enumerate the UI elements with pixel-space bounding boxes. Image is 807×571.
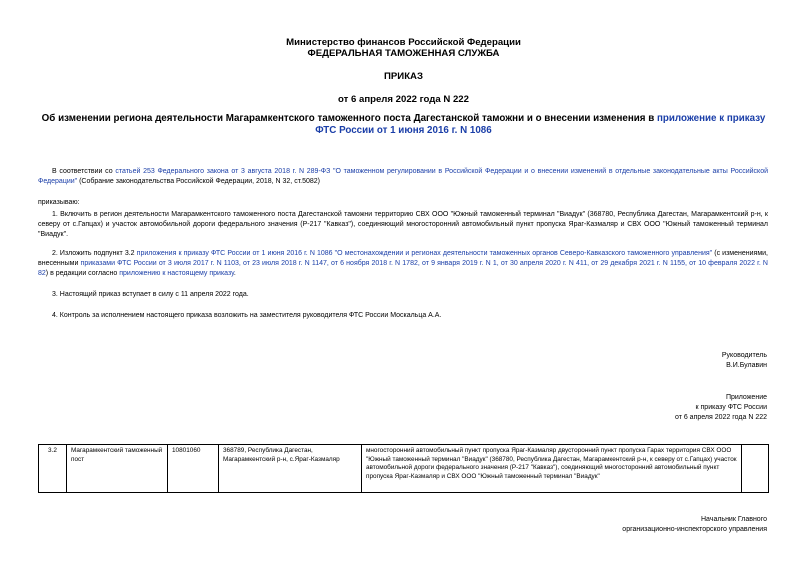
service-name: ФЕДЕРАЛЬНАЯ ТАМОЖЕННАЯ СЛУЖБА (307, 48, 500, 59)
item-2-text-3: ) в редакции согласно (45, 270, 120, 277)
cell-empty (742, 445, 769, 493)
cell-number: 3.2 (39, 445, 67, 493)
footer-line-1: Начальник Главного (701, 516, 767, 523)
item-2 (38, 249, 768, 279)
signature-block (722, 351, 767, 371)
appendix-label (675, 393, 767, 423)
document-date-number: от 6 апреля 2022 года N 222 (338, 94, 469, 105)
appendix-order-link[interactable]: приложения к приказу ФТС России от 1 июня 2016 г. N 1086 "О местонахождении и регионах деятельности таможенных органов Северо-Кавказского таможенного управления" (136, 250, 713, 257)
signatory-role: Руководитель (721, 352, 767, 359)
cell-address: 368789, Республика Дагестан, Магарамкентский р-н, с.Яраг-Казмаляр (219, 445, 362, 493)
order-word: приказываю: (38, 199, 80, 206)
appendix-line-1: Приложение (725, 394, 767, 401)
preamble-text-1: В соответствии со (52, 168, 116, 175)
preamble-text-2: (Собрание законодательства Российской Федерации, 2018, N 32, ст.5082) (77, 178, 320, 185)
table-row (39, 445, 769, 493)
item-4: 4. Контроль за исполнением настоящего приказа возложить на заместителя руководителя ФТС России Москальца А.А. (52, 312, 442, 319)
appendix-line-3: от 6 апреля 2022 года N 222 (674, 414, 767, 421)
title-text: Об изменении региона деятельности Магарамкентского таможенного поста Дагестанской таможни и о внесении изменения в (41, 113, 657, 124)
document-type: ПРИКАЗ (384, 71, 423, 82)
title-link[interactable]: приложение к приказу ФТС России от 1 июня 2016 г. N 1086 (315, 113, 766, 136)
document-header (0, 37, 807, 105)
footer-line-2: организационно-инспекторского управления (622, 526, 767, 533)
appendix-line-2: к приказу ФТС России (695, 404, 767, 411)
cell-post-name: Магарамкентский таможенный пост (67, 445, 168, 493)
footer-signature (622, 515, 767, 535)
item-3: 3. Настоящий приказ вступает в силу с 11 апреля 2022 года. (52, 291, 249, 298)
item-2-text-4: . (233, 270, 236, 277)
law-link[interactable]: статьей 253 Федерального закона от 3 августа 2018 г. N 289-ФЗ "О таможенном регулировании в Российской Федерации и о внесении изменений в отдельные законодательные акты Российской Федерации" (38, 168, 768, 185)
ministry-name: Министерство финансов Российской Федерации (286, 37, 521, 48)
cell-code: 10801060 (168, 445, 219, 493)
item-2-text-1: 2. Изложить подпункт 3.2 (52, 250, 137, 257)
appendix-table (38, 444, 769, 493)
item-2-text-2: (с изменениями, внесенными (38, 250, 768, 267)
document-title (30, 113, 777, 137)
preamble (38, 167, 768, 187)
item-1: 1. Включить в регион деятельности Магарамкентского таможенного поста Дагестанской таможни территорию СВХ ООО "Южный таможенный терминал "Виадук" (368780, Республика Дагестан, Магарамкентский р-н, к северу от с.Гапцах) и участок автомобильной дороги федерального значения (Р-217 "Кавказ"), соединяющий многосторонний автомобильный пункт пропуска Яраг-Казмаляр и СВХ ООО "Южный таможенный терминал "Виадук". (38, 211, 768, 238)
amending-orders-link[interactable]: приказами ФТС России от 3 июля 2017 г. N 1103, от 23 июля 2018 г. N 1147, от 6 ноября 2018 г. N 1782, от 9 января 2019 г. N 1, от 30 апреля 2020 г. N 411, от 29 декабря 2021 г. N 1155, от 10 февраля 2022 г. N 82 (38, 260, 768, 277)
cell-region: многосторонний автомобильный пункт пропуска Яраг-Казмаляр двусторонний пункт пропуска Гарах территория СВХ ООО "Южный таможенный терминал "Виадук" (368780, Республика Дагестан, Магарамкентский р-н, к северу от с.Гапцах) участок автомобильной дороги федерального значения (Р-217 "Кавказ"), соединяющий многосторонний автомобильный пункт пропуска Яраг-Казмаляр и СВХ ООО "Южный таможенный терминал "Виадук" (362, 445, 742, 493)
signatory-name: В.И.Булавин (726, 362, 767, 369)
appendix-link[interactable]: приложению к настоящему приказу (119, 270, 234, 277)
